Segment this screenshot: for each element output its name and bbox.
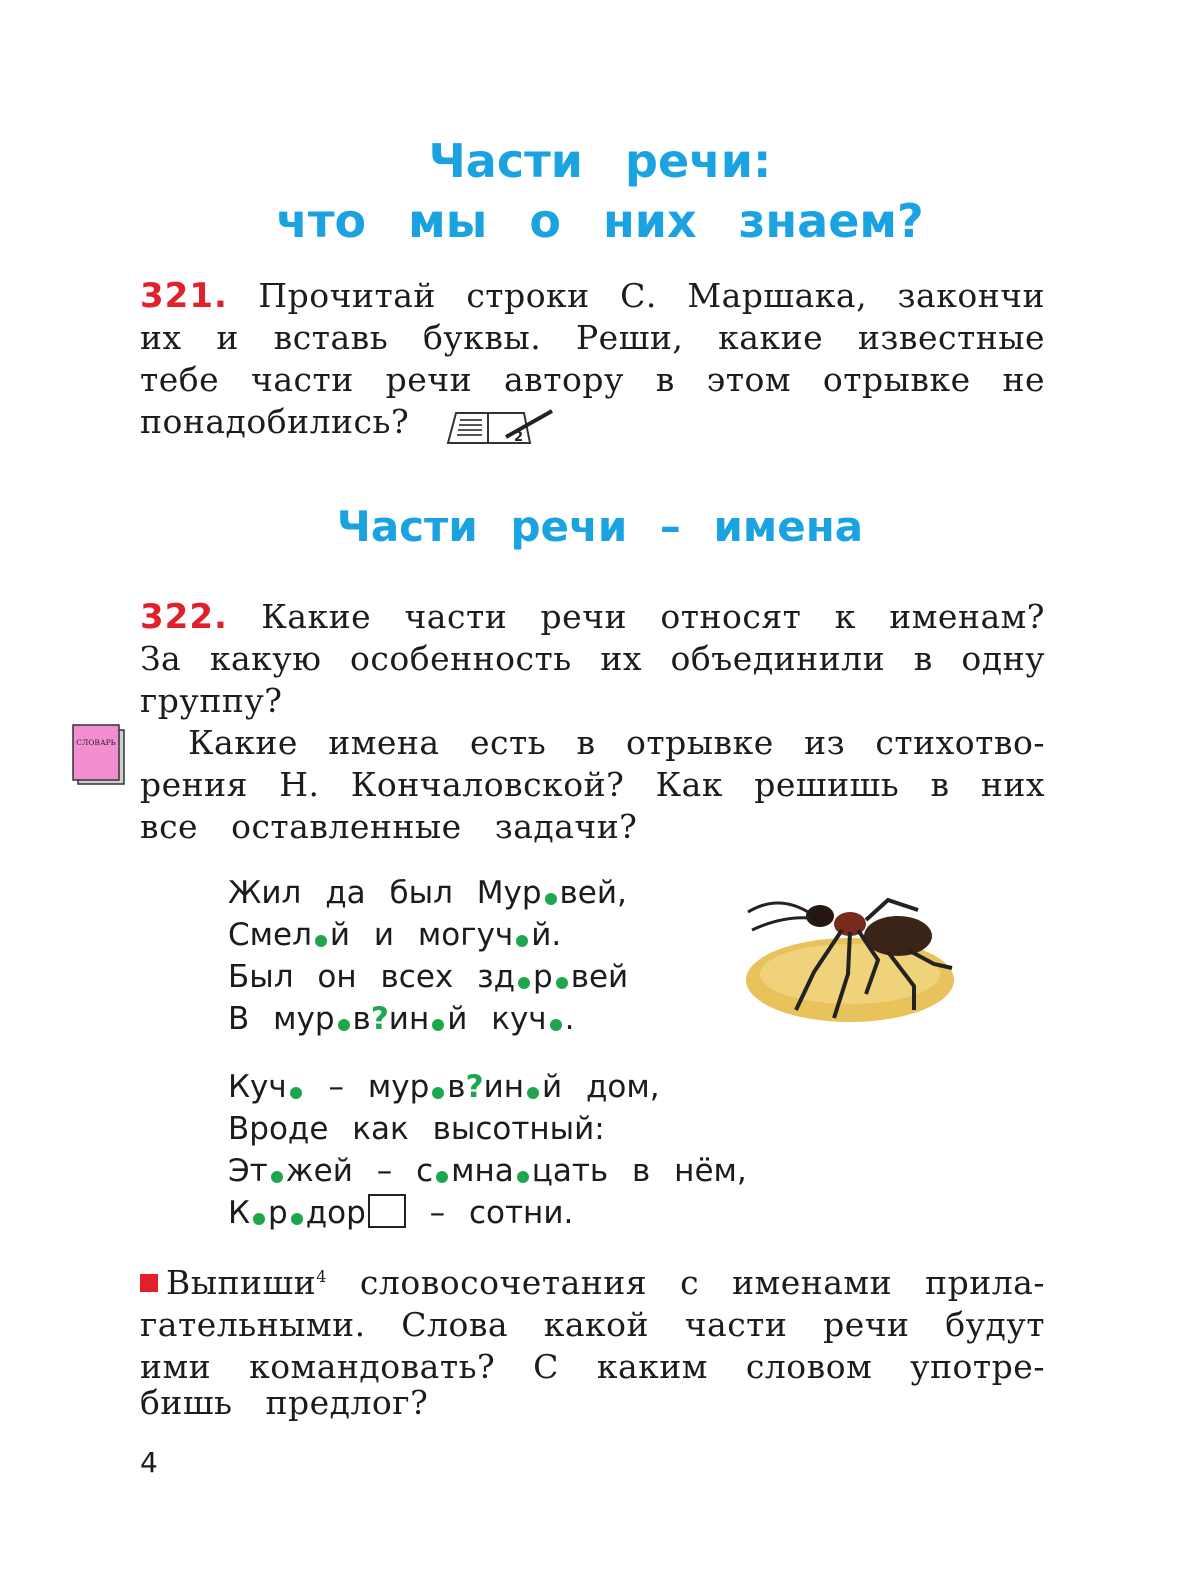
missing-letter-dot — [253, 1213, 265, 1225]
ex321-line4: понадобились? — [140, 402, 410, 441]
task-marker-square — [140, 1274, 158, 1292]
task-word: Выпиши — [166, 1263, 317, 1302]
ex321-line1: Прочитай строки С. Маршака, закончи — [258, 276, 1045, 315]
missing-letter-dot — [550, 1019, 562, 1031]
poem-line: Смел й и могуч й. — [228, 917, 562, 953]
missing-letter-dot — [516, 935, 528, 947]
missing-letter-dot — [517, 1171, 529, 1183]
missing-letter-dot — [291, 1213, 303, 1225]
poem-stanza-2 — [228, 1066, 747, 1234]
task-block — [140, 1256, 1045, 1388]
exercise-322 — [140, 596, 1045, 680]
question-mark-marker: ? — [465, 1069, 484, 1105]
poem-line: В мур в?ин й куч . — [228, 1001, 575, 1037]
main-heading-line1: Части речи: — [428, 134, 772, 188]
exercise-321-number: 321. — [140, 276, 228, 316]
missing-letter-dot — [545, 893, 557, 905]
poem-stanza-1 — [228, 872, 628, 1040]
question-mark-marker: ? — [370, 1001, 389, 1037]
poem-line: Куч – мур в?ин й дом, — [228, 1069, 660, 1105]
ex321-line2: их и вставь буквы. Реши, какие известные — [140, 318, 1045, 357]
poem-line: Был он всех зд р вей — [228, 959, 629, 995]
exercise-321 — [140, 275, 1045, 401]
section-heading: Части речи – имена — [336, 502, 864, 551]
empty-letter-box — [368, 1194, 406, 1228]
task-line1: словосочетания с именами прила- — [326, 1263, 1045, 1302]
ex322-line2: За какую особенность их объединили в одну — [140, 639, 1045, 678]
missing-letter-dot — [518, 977, 530, 989]
poem-line: К р дор – сотни. — [228, 1195, 574, 1231]
task-line4: бишь предлог? — [140, 1383, 429, 1422]
footnote-marker: 4 — [316, 1267, 327, 1286]
exercise-322-part2 — [140, 722, 1045, 806]
svg-text:2: 2 — [514, 430, 524, 445]
poem-line: Жил да был Мур вей, — [228, 875, 627, 911]
task-line3: ими командовать? С каким словом употре- — [140, 1347, 1045, 1386]
dictionary-book-icon — [72, 724, 126, 786]
missing-letter-dot — [271, 1171, 283, 1183]
missing-letter-dot — [315, 935, 327, 947]
page-number: 4 — [140, 1446, 158, 1479]
exercise-321-end — [140, 401, 1045, 457]
poem-line: Эт жей – с мна цать в нём, — [228, 1153, 747, 1189]
missing-letter-dot — [556, 977, 568, 989]
ex322-line5: рения Н. Кончаловской? Как решишь в них — [140, 765, 1045, 804]
ant-illustration — [738, 890, 970, 1030]
svg-text:СЛОВАРЬ: СЛОВАРЬ — [76, 738, 116, 747]
missing-letter-dot — [436, 1171, 448, 1183]
task-line2: гательными. Слова какой части речи будут — [140, 1305, 1045, 1344]
main-heading-line2: что мы о них знаем? — [276, 194, 924, 248]
ex322-line6: все оставленные задачи? — [140, 807, 638, 846]
ex322-line3: группу? — [140, 681, 283, 720]
exercise-322-number: 322. — [140, 597, 228, 637]
missing-letter-dot — [432, 1019, 444, 1031]
missing-letter-dot — [290, 1087, 302, 1099]
missing-letter-dot — [432, 1087, 444, 1099]
poem-line: Вроде как высотный: — [228, 1111, 605, 1147]
workbook-icon — [444, 405, 556, 457]
missing-letter-dot — [338, 1019, 350, 1031]
ex321-line3: тебе части речи автору в этом отрывке не — [140, 360, 1045, 399]
ex322-line1: Какие части речи относят к именам? — [261, 597, 1045, 636]
missing-letter-dot — [527, 1087, 539, 1099]
ex322-line4: Какие имена есть в отрывке из стихотво- — [188, 723, 1045, 762]
